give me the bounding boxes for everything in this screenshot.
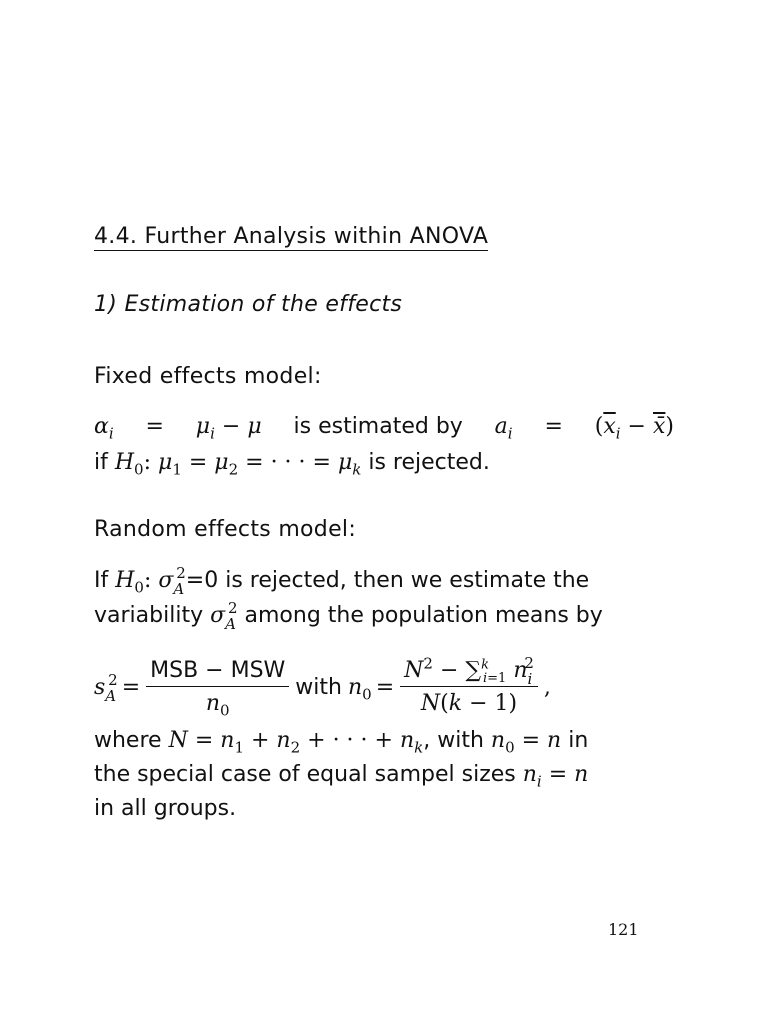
- subsection-title: 1) Estimation of the effects: [94, 292, 403, 317]
- fixed-effects-heading: Fixed effects model:: [94, 364, 322, 389]
- n0-symbol: $n_0$: [347, 674, 372, 703]
- ni-equals-n: $n_i = n$: [522, 762, 589, 791]
- n0-numerator: $N^2 - \sum^k_{i=1}$ $n_i^2$: [400, 658, 538, 687]
- if-text: If: [94, 568, 109, 593]
- special-case-text: the special case of equal sampel sizes: [94, 762, 516, 787]
- n0-fraction: [400, 654, 538, 716]
- random-effects-line-2: [94, 599, 603, 633]
- with-text: with: [295, 674, 342, 700]
- n-total-sum: $N = n_1 + n_2$ + · · · + $n_k$: [168, 728, 424, 757]
- is-rejected-text: is rejected.: [368, 450, 490, 475]
- random-effects-line-1: [94, 564, 590, 598]
- a-i-symbol: $a_i$: [494, 414, 513, 443]
- h0-hypothesis: $H_0$: $\mu_1 = \mu_2$ = · · · = $\mu_k$: [114, 450, 362, 479]
- variance-estimator-formula: $s_A^2$ = $\frac{\text{MSB − MSW}}{n_0}$ with $n_0$ = $\frac{N^2 - \sum^k_{i=1} n_i^2}{N(k - 1)}$ ,: [94, 654, 551, 720]
- section-title: 4.4. Further Analysis within ANOVA: [94, 224, 489, 249]
- where-line-1: [94, 728, 589, 757]
- fixed-effects-condition-line: [94, 450, 490, 479]
- h0-sigma-hypothesis: $H_0$: $\sigma_A^2$: [115, 564, 186, 598]
- variability-text: variability: [94, 603, 204, 628]
- in-text: in: [568, 728, 589, 753]
- if-text: if: [94, 450, 108, 475]
- zero-rejected-text: =0 is rejected, then we estimate the: [185, 568, 590, 593]
- page-number: 121: [608, 920, 639, 939]
- msb-msw-fraction: [146, 658, 289, 720]
- sigma-a-squared: $\sigma_A^2$: [210, 599, 238, 633]
- is-estimated-by-text: is estimated by: [293, 414, 463, 439]
- n0-equals-n: $n_0 = n$: [490, 728, 562, 757]
- fixed-effects-formula-line: $\alpha_i$ = $\mu_i - \mu$ is estimated by $a_i$ = ($\overline{x}_i$ − x̄): [94, 414, 674, 443]
- where-text: where: [94, 728, 162, 753]
- among-text: among the population means by: [244, 603, 603, 628]
- random-effects-heading: Random effects model:: [94, 517, 357, 542]
- with-text: , with: [423, 728, 484, 753]
- alpha-i-symbol: $\alpha_i$: [94, 414, 114, 443]
- where-line-3: in all groups.: [94, 796, 237, 821]
- where-line-2: [94, 762, 589, 791]
- mu-i-minus-mu: $\mu_i - \mu$: [195, 414, 262, 443]
- xbar-difference: ($\overline{x}_i$ − x̄): [594, 414, 674, 443]
- n0-denominator: N(k − 1): [420, 691, 518, 716]
- s-a-squared: $s_A^2$: [94, 670, 118, 705]
- fraction-numerator: MSB − MSW: [146, 658, 289, 687]
- fraction-denominator: $n_0$: [205, 691, 230, 720]
